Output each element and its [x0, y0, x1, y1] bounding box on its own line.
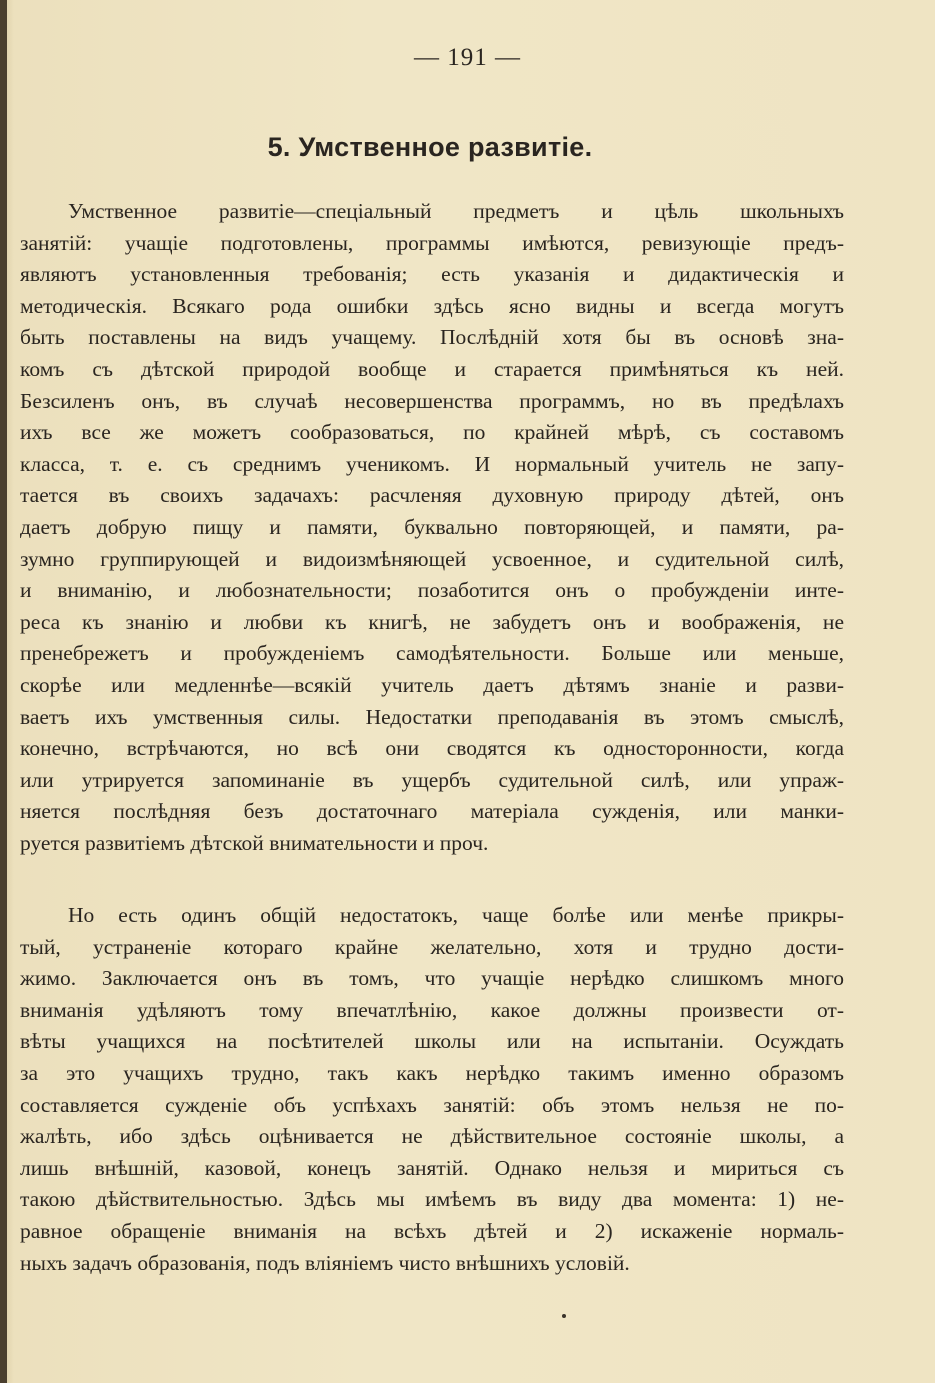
text-line: методическія. Всякаго рода ошибки здѣсь ясно видны и всегда могутъ [20, 293, 844, 318]
text-line: класса, т. е. съ среднимъ ученикомъ. И нормальный учитель не запу- [20, 451, 844, 476]
text-line: являютъ установленныя требованія; есть указанія и дидактическія и [20, 262, 844, 287]
chapter-title: 5. Умственное развитіе. [267, 132, 593, 162]
text-line: вѣты учащихся на посѣтителей школы или на испытаніи. Осуждать [20, 1029, 844, 1054]
text-line: занятій: учащіе подготовлены, программы имѣются, ревизующіе предъ- [20, 230, 844, 255]
page-spine-edge [0, 0, 7, 1383]
text-line: руется развитіемъ дѣтской внимательности и проч. [20, 830, 489, 855]
paragraph-2 [20, 900, 844, 1279]
text-line: Умственное развитіе—спеціальный предметъ и цѣль школьныхъ [68, 199, 844, 223]
text-line: такою дѣйствительностью. Здѣсь мы имѣемъ въ виду два момента: 1) не- [20, 1187, 844, 1212]
text-line: даетъ добрую пищу и памяти, буквально повторяющей, и памяти, ра- [20, 514, 844, 539]
text-line: тается въ своихъ задачахъ: расчленяя духовную природу дѣтей, онъ [20, 483, 844, 508]
text-line: ихъ все же можетъ сообразоваться, по крайней мѣрѣ, съ составомъ [20, 420, 844, 445]
text-line: жимо. Заключается онъ въ томъ, что учащіе нерѣдко слишкомъ много [20, 966, 844, 991]
ink-speck [562, 1314, 566, 1318]
text-line: зумно группирующей и видоизмѣняющей усвоенное, и судительной силѣ, [20, 546, 844, 571]
text-line: скорѣе или медленнѣе—всякій учитель даетъ дѣтямъ знаніе и разви- [20, 672, 844, 697]
text-line: Безсиленъ онъ, въ случаѣ несовершенства программъ, но въ предѣлахъ [20, 388, 844, 413]
text-line: няется послѣдняя безъ достаточнаго матеріала сужденія, или манки- [20, 799, 844, 824]
paragraph-1 [20, 196, 844, 859]
text-line: конечно, встрѣчаются, но всѣ они сводятся къ односторонности, когда [20, 736, 844, 761]
text-line: быть поставлены на видъ учащему. Послѣдній хотя бы въ основѣ зна- [20, 325, 844, 350]
text-line: равное обращеніе вниманія на всѣхъ дѣтей и 2) искаженіе нормаль- [20, 1218, 844, 1243]
text-line: составляется сужденіе объ успѣхахъ занятій: объ этомъ нельзя не по- [20, 1092, 844, 1117]
text-line: или утрируется запоминаніе въ ущербъ судительной силѣ, или упраж- [20, 767, 844, 792]
text-line: жалѣть, ибо здѣсь оцѣнивается не дѣйствительное состояніе школы, а [20, 1124, 844, 1149]
text-line: ныхъ задачъ образованія, подъ вліяніемъ чисто внѣшнихъ условій. [20, 1250, 630, 1275]
text-line: вниманія удѣляютъ тому впечатлѣнію, какое должны произвести от- [20, 997, 844, 1022]
text-line: лишь внѣшній, казовой, конецъ занятій. Однако нельзя и мириться съ [20, 1155, 844, 1180]
page-number: — 191 — [414, 44, 521, 71]
text-line: реса къ знанію и любви къ книгѣ, не забудетъ онъ и воображенія, не [20, 609, 844, 634]
text-line: Но есть одинъ общій недостатокъ, чаще болѣе или менѣе прикры- [68, 903, 844, 927]
text-line: комъ съ дѣтской природой вообще и старается примѣняться къ ней. [20, 356, 844, 381]
text-line: и вниманію, и любознательности; позаботится онъ о пробужденіи инте- [20, 578, 844, 603]
text-line: ваетъ ихъ умственныя силы. Недостатки преподаванія въ этомъ смыслѣ, [20, 704, 844, 729]
text-line: за это учащихъ трудно, такъ какъ нерѣдко такимъ именно образомъ [20, 1060, 844, 1085]
text-line: пренебрежетъ и пробужденіемъ самодѣятельности. Больше или меньше, [20, 641, 844, 666]
text-line: тый, устраненіе котораго крайне желательно, хотя и трудно дости- [20, 934, 844, 959]
